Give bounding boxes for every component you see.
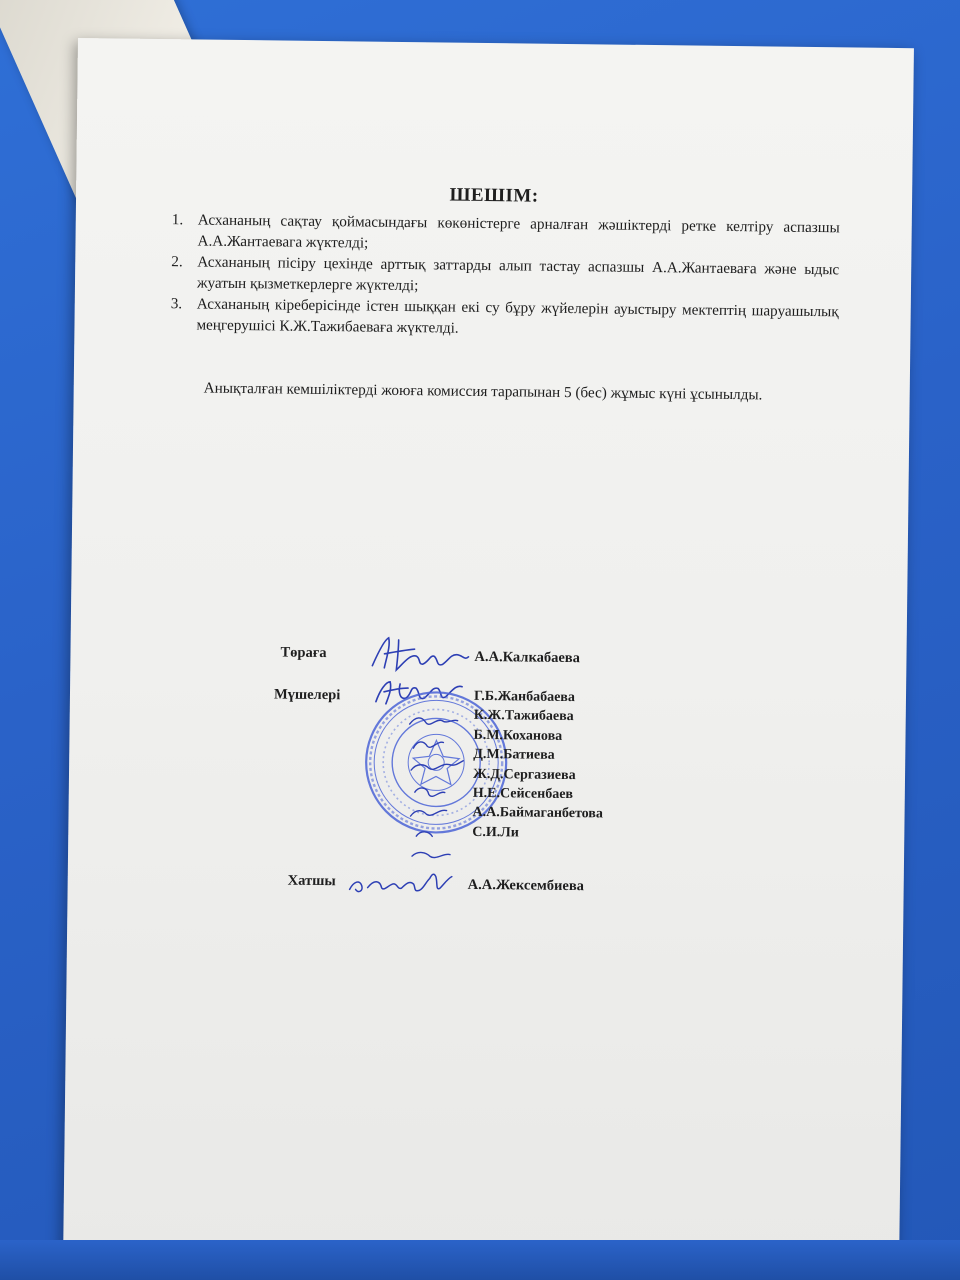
chair-name: А.А.Калкабаева [474, 648, 580, 667]
member-name: Д.М.Батиева [473, 747, 555, 764]
document-content [63, 38, 914, 1263]
members-label: Мүшелері [273, 686, 341, 704]
decision-item-text: Асхананың пісіру цехінде арттық заттарды алып тастау аспазшы А.А.Жантаеваға және ыдыс жуатын қызметкерлерге жүктелді; [196, 253, 840, 295]
decision-item-number: 1. [171, 211, 184, 229]
member-name: Г.Б.Жанбабаева [473, 688, 575, 706]
secretary-signature [343, 861, 453, 902]
decision-item-number: 2. [171, 253, 183, 271]
member-names-list [472, 687, 604, 844]
member-name: А.А.Баймаганбетова [472, 805, 603, 822]
document-title: ШЕШІМ: [449, 184, 539, 207]
secretary-label: Хатшы [287, 872, 336, 890]
member-name: К.Ж.Тажибаева [473, 708, 574, 725]
desk-edge [0, 1240, 960, 1280]
deadline-note: Анықталған кемшіліктерді жоюға комиссия тарапынан 5 (бес) жұмыс күні ұсынылды. [203, 379, 763, 404]
decision-item [162, 293, 838, 343]
decision-item-text: Асхананың кіреберісінде істен шыққан екі су бұру жүйелерін ауыстыру мектептің шаруашылық меңгерушісі К.Ж.Тажибаеваға жүктелді. [196, 295, 839, 337]
decision-list [162, 209, 839, 343]
member-name: Ж.Д.Сергазиева [472, 766, 576, 783]
chair-label: Төраға [280, 644, 327, 662]
decision-item-number: 3. [170, 295, 183, 313]
member-name: С.И.Ли [472, 824, 519, 841]
document-page [63, 38, 914, 1263]
secretary-name: А.А.Жексембиева [467, 876, 585, 895]
member-name: Б.М.Коханова [473, 727, 563, 744]
decision-item-text: Асхананың сақтау қоймасындағы көкөністерге арналған жәшіктерді ретке келтіру аспазшы А.А.Жантаевага жүктелді; [197, 211, 840, 252]
member-name: Н.Е.Сейсенбаев [472, 785, 574, 803]
